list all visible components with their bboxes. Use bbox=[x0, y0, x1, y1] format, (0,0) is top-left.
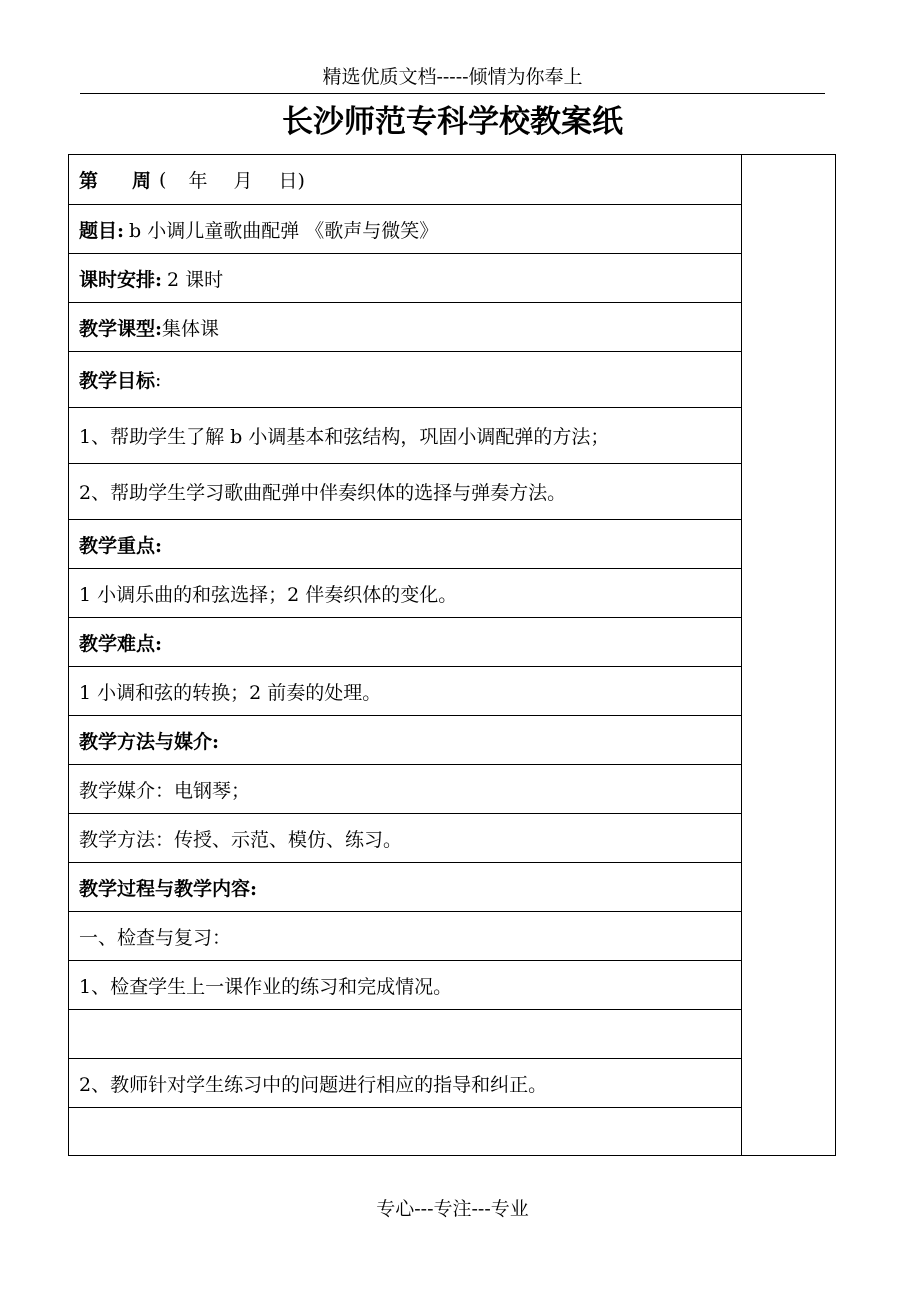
objective-text-2: 2、帮助学生学习歌曲配弹中伴奏织体的选择与弹奏方法。 bbox=[79, 482, 567, 504]
objective-text-1: 1、帮助学生了解 b 小调基本和弦结构，巩固小调配弹的方法； bbox=[79, 426, 610, 448]
key-points-label: 教学重点: bbox=[79, 534, 163, 557]
difficulties-row bbox=[69, 667, 741, 716]
side-column-divider bbox=[741, 155, 742, 1155]
process-step-1-row bbox=[69, 961, 741, 1010]
week-paren-open: ( bbox=[159, 168, 167, 191]
page-header: 精选优质文档-----倾情为你奉上 bbox=[322, 66, 583, 88]
process-step-2: 2、教师针对学生练习中的问题进行相应的指导和纠正。 bbox=[79, 1073, 548, 1096]
difficulties-value: 1 小调和弦的转换；2 前奏的处理。 bbox=[79, 681, 382, 704]
blank-row-2 bbox=[69, 1108, 741, 1155]
week-day: 日) bbox=[278, 170, 305, 192]
media-value: 教学媒介：电钢琴； bbox=[79, 779, 251, 802]
lesson-type-row bbox=[69, 303, 741, 352]
methods-header-row bbox=[69, 716, 741, 765]
document-title: 长沙师范专科学校教案纸 bbox=[282, 104, 623, 140]
page-footer: 专心---专注---专业 bbox=[376, 1198, 529, 1220]
objectives-header-row bbox=[69, 352, 741, 408]
methods-label: 教学方法与媒介: bbox=[79, 730, 220, 753]
lesson-plan-form bbox=[68, 154, 836, 1156]
objective-item-2 bbox=[69, 464, 741, 520]
topic-value: b 小调儿童歌曲配弹 《歌声与微笑》 bbox=[129, 219, 439, 242]
process-step-1: 1、检查学生上一课作业的练习和完成情况。 bbox=[79, 975, 453, 998]
week-row bbox=[69, 155, 741, 205]
process-step-2-row bbox=[69, 1059, 741, 1108]
hours-row bbox=[69, 254, 741, 303]
hours-value: 2 课时 bbox=[167, 268, 224, 291]
week-label-2: 周 bbox=[132, 170, 152, 192]
media-row bbox=[69, 765, 741, 814]
week-label-1: 第 bbox=[79, 170, 99, 192]
week-month: 月 bbox=[233, 170, 253, 192]
review-section-row bbox=[69, 912, 741, 961]
week-year: 年 bbox=[188, 170, 208, 192]
method-row bbox=[69, 814, 741, 863]
blank-row-1 bbox=[69, 1010, 741, 1059]
header-rule bbox=[80, 93, 825, 94]
hours-label: 课时安排: bbox=[79, 268, 163, 291]
lesson-type-value: 集体课 bbox=[162, 317, 220, 340]
process-label: 教学过程与教学内容: bbox=[79, 877, 258, 900]
key-points-row bbox=[69, 569, 741, 618]
key-points-header-row bbox=[69, 520, 741, 569]
difficulties-label: 教学难点: bbox=[79, 632, 163, 655]
topic-row bbox=[69, 205, 741, 254]
method-value: 教学方法：传授、示范、模仿、练习。 bbox=[79, 828, 403, 851]
review-section-title: 一、检查与复习： bbox=[79, 926, 232, 949]
process-header-row bbox=[69, 863, 741, 912]
lesson-type-label: 教学课型: bbox=[79, 317, 163, 340]
topic-label: 题目: bbox=[79, 219, 125, 242]
objective-item-1 bbox=[69, 408, 741, 464]
difficulties-header-row bbox=[69, 618, 741, 667]
objectives-colon: : bbox=[155, 368, 162, 391]
key-points-value: 1 小调乐曲的和弦选择；2 伴奏织体的变化。 bbox=[79, 583, 458, 606]
objectives-label: 教学目标 bbox=[79, 370, 156, 392]
